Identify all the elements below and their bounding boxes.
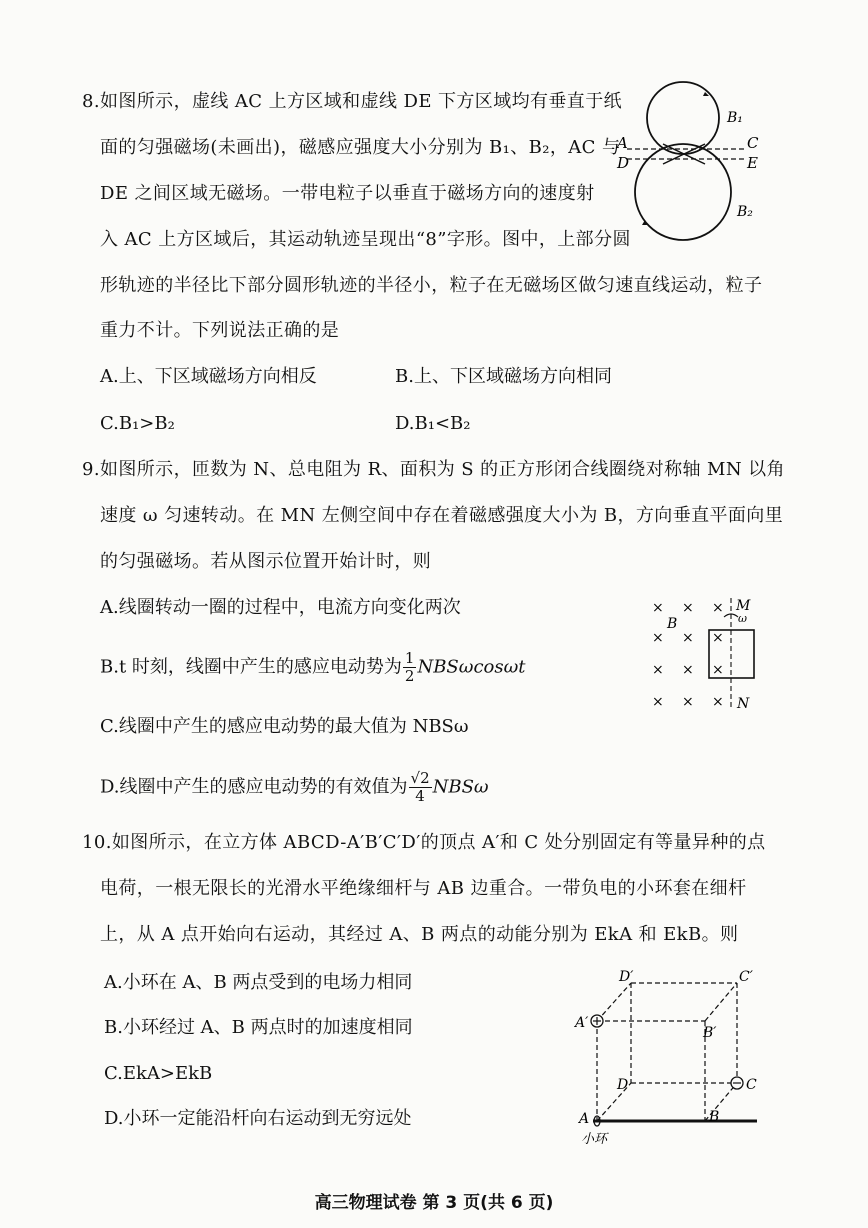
label-d: D bbox=[617, 1077, 629, 1093]
q9-option-d bbox=[100, 770, 489, 805]
q9-option-d-expr: NBSω bbox=[432, 776, 489, 798]
fraction-root2-over-4 bbox=[409, 770, 432, 805]
fraction-denominator: 2 bbox=[404, 667, 415, 685]
cross-mark: × bbox=[652, 630, 664, 646]
cross-mark: × bbox=[652, 662, 664, 678]
q9-option-b-text: B.t 时刻，线圈中产生的感应电动势为 bbox=[100, 656, 402, 678]
label-c: C bbox=[746, 1077, 757, 1093]
page-footer: 高三物理试卷 第 3 页(共 6 页) bbox=[314, 1193, 554, 1213]
label-b2: B₂ bbox=[737, 204, 753, 220]
fraction-one-half bbox=[403, 650, 417, 685]
label-d1: D′ bbox=[619, 969, 634, 985]
label-m: M bbox=[736, 598, 751, 614]
q9-rotating-coil-figure bbox=[640, 592, 770, 722]
q8-line-4: 入 AC 上方区域后，其运动轨迹呈现出“8”字形。图中，上部分圆 bbox=[100, 229, 631, 250]
q8-line-1: 8.如图所示，虚线 AC 上方区域和虚线 DE 下方区域均有垂直于纸 bbox=[82, 91, 623, 112]
q10-cube-figure bbox=[565, 965, 765, 1150]
label-omega: ω bbox=[738, 612, 747, 625]
cross-mark: × bbox=[712, 694, 724, 710]
label-c: C bbox=[747, 134, 759, 152]
q8-line-2: 面的匀强磁场(未画出)，磁感应强度大小分别为 B₁、B₂，AC 与 bbox=[100, 137, 621, 158]
label-b: B bbox=[709, 1109, 720, 1125]
q9-option-a: A.线圈转动一圈的过程中，电流方向变化两次 bbox=[100, 597, 461, 618]
label-b: B bbox=[667, 616, 678, 632]
q9-line-1: 9.如图所示，匝数为 N、总电阻为 R、面积为 S 的正方形闭合线圈绕对称轴 MN 以角 bbox=[82, 459, 785, 480]
q8-figure-eight-trajectory bbox=[615, 80, 775, 255]
q10-option-b: B.小环经过 A、B 两点时的加速度相同 bbox=[104, 1017, 413, 1038]
cross-mark: × bbox=[652, 694, 664, 710]
q8-line-6: 重力不计。下列说法正确的是 bbox=[100, 320, 340, 341]
q8-line-5: 形轨迹的半径比下部分圆形轨迹的半径小，粒子在无磁场区做匀速直线运动，粒子 bbox=[100, 275, 763, 296]
cross-mark: × bbox=[712, 630, 724, 646]
edge-b1c1 bbox=[705, 983, 737, 1021]
q9-option-b bbox=[100, 650, 526, 685]
label-a1: A′ bbox=[575, 1015, 589, 1031]
label-ring: 小环 bbox=[581, 1132, 608, 1147]
label-a: A bbox=[579, 1111, 590, 1127]
lower-orbit bbox=[635, 144, 731, 240]
q8-option-b: B.上、下区域磁场方向相同 bbox=[395, 366, 612, 387]
cross-mark: × bbox=[652, 600, 664, 616]
label-b1: B′ bbox=[703, 1025, 717, 1041]
q8-option-a: A.上、下区域磁场方向相反 bbox=[100, 366, 317, 387]
cross-mark: × bbox=[682, 662, 694, 678]
label-n: N bbox=[737, 696, 750, 712]
fraction-numerator: 1 bbox=[404, 649, 415, 667]
label-e: E bbox=[747, 154, 758, 172]
fraction-numerator: √2 bbox=[410, 769, 430, 787]
label-c1: C′ bbox=[739, 969, 753, 985]
q10-line-2: 电荷，一根无限长的光滑水平绝缘细杆与 AB 边重合。一带负电的小环套在细杆 bbox=[100, 878, 747, 899]
cross-mark: × bbox=[712, 600, 724, 616]
cross-mark: × bbox=[712, 662, 724, 678]
q10-line-1: 10.如图所示，在立方体 ABCD-A′B′C′D′的顶点 A′和 C 处分别固定有等量异种的点 bbox=[82, 832, 766, 853]
q9-option-b-expr: NBSωcosωt bbox=[417, 656, 526, 678]
q10-line-3: 上，从 A 点开始向右运动，其经过 A、B 两点的动能分别为 EkA 和 EkB。则 bbox=[100, 924, 739, 945]
q10-option-d: D.小环一定能沿杆向右运动到无穷远处 bbox=[104, 1108, 412, 1129]
q8-option-c: C.B₁>B₂ bbox=[100, 413, 175, 434]
q8-line-3: DE 之间区域无磁场。一带电粒子以垂直于磁场方向的速度射 bbox=[100, 183, 595, 204]
q8-option-d: D.B₁<B₂ bbox=[395, 413, 471, 434]
label-d: D bbox=[617, 154, 630, 172]
edge-a1d1 bbox=[597, 983, 631, 1021]
q10-option-a: A.小环在 A、B 两点受到的电场力相同 bbox=[104, 972, 413, 993]
q9-line-3: 的匀强磁场。若从图示位置开始计时，则 bbox=[100, 551, 432, 572]
q9-option-d-text: D.线圈中产生的感应电动势的有效值为 bbox=[100, 776, 408, 798]
q10-option-c: C.EkA>EkB bbox=[104, 1063, 213, 1084]
label-a: A bbox=[617, 134, 628, 152]
q9-line-2: 速度 ω 匀速转动。在 MN 左侧空间中存在着磁感强度大小为 B，方向垂直平面向里 bbox=[100, 505, 784, 526]
cross-mark: × bbox=[682, 630, 694, 646]
cross-mark: × bbox=[682, 694, 694, 710]
label-b1: B₁ bbox=[727, 110, 743, 126]
q9-option-c: C.线圈中产生的感应电动势的最大值为 NBSω bbox=[100, 716, 469, 737]
cross-mark: × bbox=[682, 600, 694, 616]
fraction-denominator: 4 bbox=[415, 787, 425, 805]
